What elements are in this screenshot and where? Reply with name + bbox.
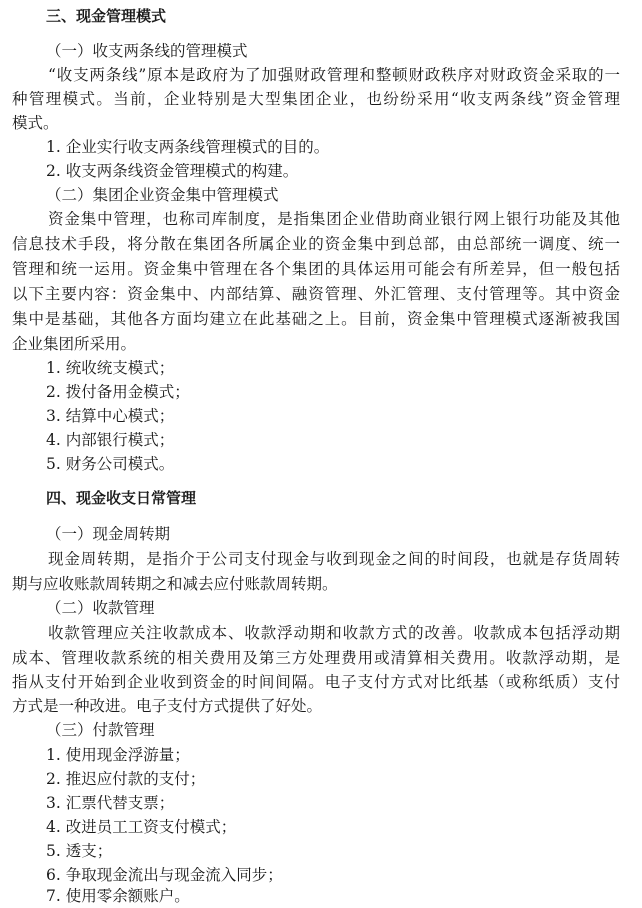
section-4-heading: 四、现金收支日常管理 bbox=[46, 489, 197, 507]
list-item: 2. 拨付备用金模式； bbox=[46, 383, 190, 401]
subsection-3-1-heading: （一）收支两条线的管理模式 bbox=[46, 42, 248, 60]
paragraph-line: 企业集团所采用。 bbox=[12, 335, 137, 353]
paragraph-line: 成本、管理收款系统的相关费用及第三方处理费用或清算相关费用。收款浮动期，是 bbox=[12, 649, 620, 667]
list-item: 2. 收支两条线资金管理模式的构建。 bbox=[46, 162, 299, 180]
list-item: 6. 争取现金流出与现金流入同步； bbox=[46, 866, 283, 884]
paragraph-line: 信息技术手段，将分散在集团各所属企业的资金集中到总部，由总部统一调度、统一 bbox=[12, 235, 620, 253]
paragraph-line: 资金集中管理，也称司库制度，是指集团企业借助商业银行网上银行功能及其他 bbox=[48, 210, 620, 228]
subsection-3-2-heading: （二）集团企业资金集中管理模式 bbox=[46, 186, 279, 204]
paragraph-line: 种管理模式。当前，企业特别是大型集团企业，也纷纷采用“收支两条线”资金管理 bbox=[12, 90, 620, 108]
list-item: 3. 汇票代替支票； bbox=[46, 794, 175, 812]
paragraph-line: 以下主要内容：资金集中、内部结算、融资管理、外汇管理、支付管理等。其中资金 bbox=[12, 285, 620, 303]
list-item: 7. 使用零余额账户。 bbox=[46, 887, 190, 905]
paragraph-line: 现金周转期，是指介于公司支付现金与收到现金之间的时间段，也就是存货周转 bbox=[48, 550, 620, 568]
list-item: 1. 统收统支模式； bbox=[46, 359, 175, 377]
subsection-4-3-heading: （三）付款管理 bbox=[46, 721, 155, 739]
paragraph-line: 期与应收账款周转期之和减去应付账款周转期。 bbox=[12, 575, 338, 593]
paragraph-line: 集中是基础，其他各方面均建立在此基础之上。目前，资金集中管理模式逐渐被我国 bbox=[12, 310, 620, 328]
list-item: 2. 推迟应付款的支付； bbox=[46, 770, 206, 788]
list-item: 1. 企业实行收支两条线管理模式的目的。 bbox=[46, 138, 330, 156]
list-item: 4. 改进员工工资支付模式； bbox=[46, 818, 237, 836]
paragraph-line: 管理和统一运用。资金集中管理在各个集团的具体运用可能会有所差异，但一般包括 bbox=[12, 260, 620, 278]
paragraph-line: 收款管理应关注收款成本、收款浮动期和收款方式的改善。收款成本包括浮动期 bbox=[48, 624, 620, 642]
list-item: 5. 透支； bbox=[46, 842, 113, 860]
paragraph-line: 指从支付开始到企业收到资金的时间间隔。电子支付方式对比纸基（或称纸质）支付 bbox=[12, 673, 620, 691]
section-3-heading: 三、现金管理模式 bbox=[46, 7, 167, 25]
paragraph-line: 方式是一种改进。电子支付方式提供了好处。 bbox=[12, 697, 323, 715]
paragraph-line: “收支两条线”原本是政府为了加强财政管理和整顿财政秩序对财政资金采取的一 bbox=[48, 66, 620, 84]
list-item: 4. 内部银行模式； bbox=[46, 431, 175, 449]
subsection-4-1-heading: （一）现金周转期 bbox=[46, 525, 171, 543]
list-item: 3. 结算中心模式； bbox=[46, 407, 175, 425]
list-item: 1. 使用现金浮游量； bbox=[46, 746, 190, 764]
paragraph-line: 模式。 bbox=[12, 114, 59, 132]
subsection-4-2-heading: （二）收款管理 bbox=[46, 599, 155, 617]
list-item: 5. 财务公司模式。 bbox=[46, 455, 175, 473]
